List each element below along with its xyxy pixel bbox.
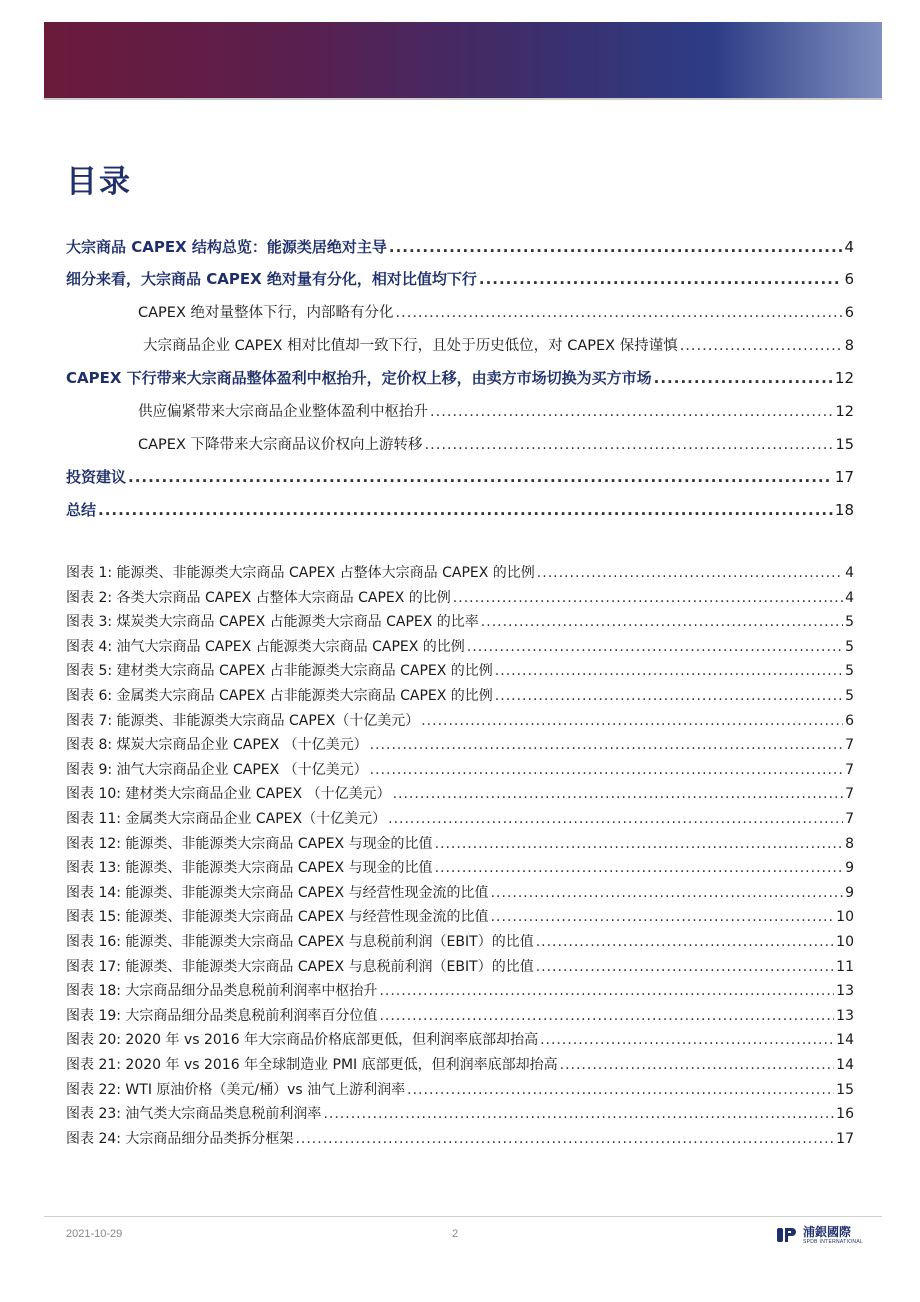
figure-entry-label: 图表 21: 2020 年 vs 2016 年全球制造业 PMI 底部更低，但利润率底部却抬高: [66, 1057, 558, 1073]
figure-list-entry[interactable]: [66, 956, 854, 976]
figure-entry-page: 14: [836, 1057, 854, 1073]
figure-entry-page: 10: [836, 909, 854, 925]
toc-section-entry[interactable]: [66, 236, 854, 257]
toc-entry-label: CAPEX 下行带来大宗商品整体盈利中枢抬升，定价权上移，由卖方市场切换为买方市场: [66, 369, 652, 387]
figure-list-entry[interactable]: [66, 562, 854, 582]
figure-entry-label: 图表 15: 能源类、非能源类大宗商品 CAPEX 与经营性现金流的比值: [66, 909, 489, 925]
figure-entry-page: 13: [836, 983, 854, 999]
figure-entry-label: 图表 4: 油气大宗商品 CAPEX 占能源类大宗商品 CAPEX 的比例: [66, 639, 465, 655]
dot-leader: [560, 1057, 835, 1073]
toc-section-entry[interactable]: [66, 268, 854, 289]
toc-entry-page: 4: [844, 238, 854, 256]
figure-entry-label: 图表 11: 金属类大宗商品企业 CAPEX（十亿美元）: [66, 811, 387, 827]
figure-entry-label: 图表 16: 能源类、非能源类大宗商品 CAPEX 与息税前利润（EBIT）的比值: [66, 934, 534, 950]
figure-entry-page: 15: [836, 1082, 854, 1098]
dot-leader: [491, 909, 835, 925]
figure-list-entry[interactable]: [66, 1054, 854, 1074]
dot-leader: [323, 1106, 834, 1122]
toc-entry-page: 15: [835, 437, 854, 453]
figure-entry-label: 图表 14: 能源类、非能源类大宗商品 CAPEX 与经营性现金流的比值: [66, 885, 489, 901]
dot-leader: [128, 468, 833, 486]
toc-section-entry[interactable]: [66, 367, 854, 388]
dot-leader: [491, 885, 844, 901]
dot-leader: [430, 404, 834, 420]
figure-entry-page: 10: [836, 934, 854, 950]
header-divider: [44, 98, 882, 100]
figure-list-entry[interactable]: [66, 783, 854, 803]
dot-leader: [295, 1131, 834, 1147]
toc-entry-page: 12: [835, 404, 854, 420]
figure-entry-label: 图表 10: 建材类大宗商品企业 CAPEX （十亿美元）: [66, 786, 391, 802]
figure-entry-label: 图表 12: 能源类、非能源类大宗商品 CAPEX 与现金的比值: [66, 836, 433, 852]
figure-entry-label: 图表 20: 2020 年 vs 2016 年大宗商品价格底部更低，但利润率底部却抬高: [66, 1032, 539, 1048]
toc-entry-label: 总结: [66, 501, 97, 519]
dot-leader: [379, 983, 834, 999]
toc-subsection-entry[interactable]: [138, 433, 854, 454]
footer-date: 2021-10-29: [66, 1228, 123, 1240]
dot-leader: [495, 688, 843, 704]
figure-list-entry[interactable]: [66, 857, 854, 877]
figure-entry-label: 图表 23: 油气类大宗商品类息税前利润率: [66, 1106, 322, 1122]
figure-list-entry[interactable]: [66, 611, 854, 631]
dot-leader: [680, 338, 843, 354]
toc-entry-page: 6: [844, 270, 854, 288]
figure-entry-label: 图表 7: 能源类、非能源类大宗商品 CAPEX（十亿美元）: [66, 713, 420, 729]
figure-entry-page: 17: [836, 1131, 854, 1147]
spdb-logo: [776, 1222, 886, 1248]
figure-list-entry[interactable]: [66, 906, 854, 926]
figure-entry-label: 图表 6: 金属类大宗商品 CAPEX 占非能源类大宗商品 CAPEX 的比例: [66, 688, 493, 704]
figure-list-entry[interactable]: [66, 1005, 854, 1025]
toc-entry-page: 18: [834, 501, 854, 519]
toc-section-entry[interactable]: [66, 466, 854, 487]
figure-list-entry[interactable]: [66, 734, 854, 754]
header-banner: [44, 22, 882, 98]
dot-leader: [393, 786, 844, 802]
toc-entry-label: 细分来看，大宗商品 CAPEX 绝对量有分化，相对比值均下行: [66, 270, 477, 288]
figure-entry-label: 图表 22: WTI 原油价格（美元/桶）vs 油气上游利润率: [66, 1082, 406, 1098]
figure-entry-page: 7: [845, 811, 854, 827]
figure-entry-page: 9: [845, 860, 854, 876]
dot-leader: [379, 1008, 834, 1024]
figure-entry-page: 7: [845, 737, 854, 753]
figure-entry-page: 9: [845, 885, 854, 901]
figure-entry-label: 图表 3: 煤炭类大宗商品 CAPEX 占能源类大宗商品 CAPEX 的比率: [66, 614, 479, 630]
figure-entry-page: 4: [845, 590, 854, 606]
figure-entry-page: 5: [845, 639, 854, 655]
dot-leader: [435, 860, 844, 876]
figure-entry-label: 图表 9: 油气大宗商品企业 CAPEX （十亿美元）: [66, 762, 368, 778]
footer-divider: [44, 1216, 882, 1217]
figure-list-entry[interactable]: [66, 636, 854, 656]
dot-leader: [389, 238, 843, 256]
figure-list-entry[interactable]: [66, 1029, 854, 1049]
figure-list-entry[interactable]: [66, 882, 854, 902]
figure-entry-page: 7: [845, 762, 854, 778]
figure-list-entry[interactable]: [66, 980, 854, 1000]
figure-list-entry[interactable]: [66, 1103, 854, 1123]
figure-list-entry[interactable]: [66, 808, 854, 828]
toc-subsection-entry[interactable]: [143, 334, 854, 355]
figure-entry-page: 11: [836, 959, 854, 975]
toc-entry-page: 12: [834, 369, 854, 387]
figure-entry-page: 7: [845, 786, 854, 802]
dot-leader: [537, 565, 843, 581]
figure-entry-page: 13: [836, 1008, 854, 1024]
dot-leader: [435, 836, 844, 852]
dot-leader: [536, 934, 834, 950]
toc-entry-label: 大宗商品 CAPEX 结构总览：能源类居绝对主导: [66, 238, 387, 256]
figure-entry-label: 图表 13: 能源类、非能源类大宗商品 CAPEX 与现金的比值: [66, 860, 433, 876]
figure-list-entry[interactable]: [66, 1128, 854, 1148]
toc-entry-page: 8: [844, 338, 854, 354]
figure-entry-label: 图表 1: 能源类、非能源类大宗商品 CAPEX 占整体大宗商品 CAPEX 的比例: [66, 565, 535, 581]
toc-entry-label: 大宗商品企业 CAPEX 相对比值却一致下行，且处于历史低位，对 CAPEX 保持谨慎: [143, 338, 678, 354]
dot-leader: [481, 614, 843, 630]
toc-entry-label: CAPEX 下降带来大宗商品议价权向上游转移: [138, 437, 423, 453]
figure-list-entry[interactable]: [66, 660, 854, 680]
toc-entry-label: CAPEX 绝对量整体下行，内部略有分化: [138, 305, 394, 321]
figure-list-entry[interactable]: [66, 587, 854, 607]
dot-leader: [536, 959, 834, 975]
dot-leader: [654, 369, 833, 387]
toc-entry-page: 17: [834, 468, 854, 486]
figure-entry-label: 图表 8: 煤炭大宗商品企业 CAPEX （十亿美元）: [66, 737, 368, 753]
dot-leader: [370, 737, 843, 753]
figure-entry-page: 5: [845, 688, 854, 704]
footer-page-number: 2: [452, 1228, 459, 1240]
dot-leader: [453, 590, 843, 606]
toc-section-entry[interactable]: [66, 499, 854, 520]
figure-entry-label: 图表 2: 各类大宗商品 CAPEX 占整体大宗商品 CAPEX 的比例: [66, 590, 451, 606]
spdb-logo-icon: [776, 1225, 798, 1245]
toc-subsection-entry[interactable]: [138, 301, 854, 322]
dot-leader: [467, 639, 843, 655]
toc-heading: 目录: [66, 164, 132, 200]
figure-entry-label: 图表 5: 建材类大宗商品 CAPEX 占非能源类大宗商品 CAPEX 的比例: [66, 663, 493, 679]
figure-entry-page: 4: [845, 565, 854, 581]
figure-list-entry[interactable]: [66, 1079, 854, 1099]
toc-subsection-entry[interactable]: [138, 400, 854, 421]
toc-entry-page: 6: [844, 305, 854, 321]
dot-leader: [396, 305, 843, 321]
dot-leader: [479, 270, 843, 288]
figure-entry-page: 5: [845, 614, 854, 630]
dot-leader: [421, 713, 843, 729]
logo-english-name: SPDB INTERNATIONAL: [803, 1238, 864, 1245]
dot-leader: [370, 762, 843, 778]
dot-leader: [495, 663, 843, 679]
dot-leader: [98, 501, 833, 519]
dot-leader: [425, 437, 834, 453]
logo-chinese-name: 浦銀國際: [803, 1224, 852, 1239]
figure-list-entry[interactable]: [66, 710, 854, 730]
figure-entry-page: 6: [845, 713, 854, 729]
figure-entry-page: 14: [836, 1032, 854, 1048]
dot-leader: [540, 1032, 834, 1048]
dot-leader: [388, 811, 843, 827]
figure-list-entry[interactable]: [66, 759, 854, 779]
figure-list-entry[interactable]: [66, 931, 854, 951]
figure-list-entry[interactable]: [66, 833, 854, 853]
figure-entry-label: 图表 18: 大宗商品细分品类息税前利润率中枢抬升: [66, 983, 378, 999]
figure-entry-label: 图表 24: 大宗商品细分品类拆分框架: [66, 1131, 294, 1147]
dot-leader: [407, 1082, 834, 1098]
toc-entry-label: 供应偏紧带来大宗商品企业整体盈利中枢抬升: [138, 404, 428, 420]
figure-list-entry[interactable]: [66, 685, 854, 705]
figure-entry-page: 8: [845, 836, 854, 852]
figure-entry-page: 5: [845, 663, 854, 679]
figure-entry-label: 图表 17: 能源类、非能源类大宗商品 CAPEX 与息税前利润（EBIT）的比值: [66, 959, 534, 975]
toc-entry-label: 投资建议: [66, 468, 127, 486]
figure-entry-label: 图表 19: 大宗商品细分品类息税前利润率百分位值: [66, 1008, 378, 1024]
figure-entry-page: 16: [836, 1106, 854, 1122]
